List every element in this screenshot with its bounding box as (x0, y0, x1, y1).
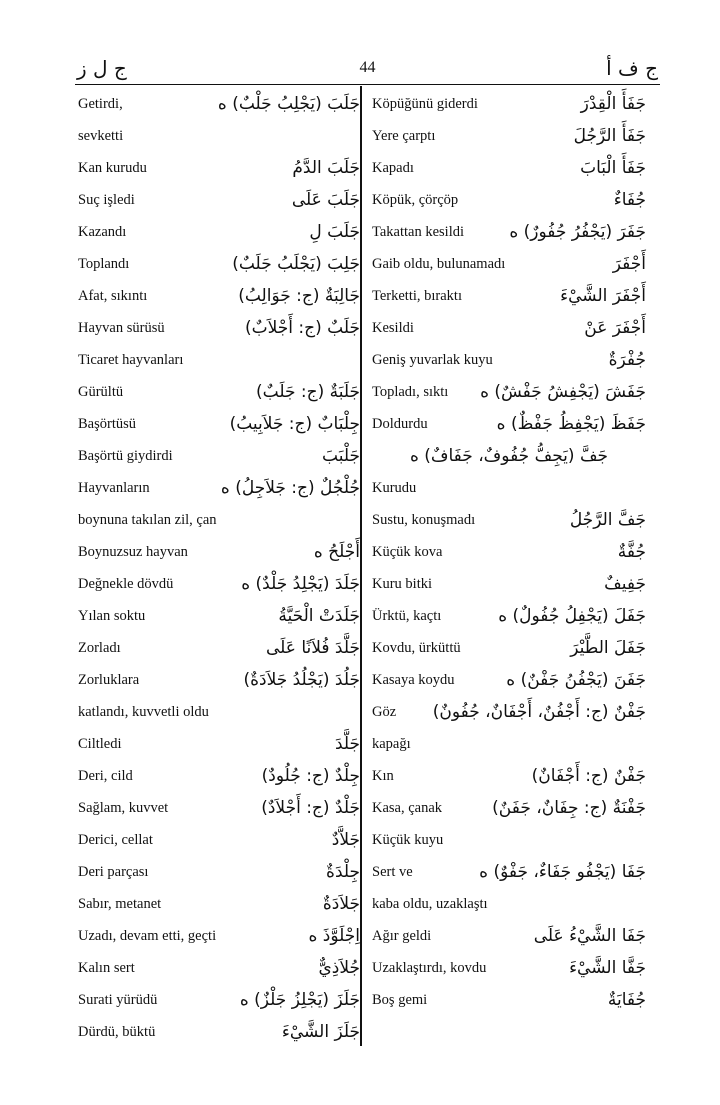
dictionary-entry (78, 280, 360, 312)
turkish-meaning: Kesildi (372, 319, 414, 336)
turkish-meaning: Suç işledi (78, 191, 135, 208)
turkish-meaning: Kurudu (372, 479, 417, 496)
arabic-headword: جَفَظَ (يَجْفِظُ جَفْظٌ) ه (496, 414, 646, 434)
dictionary-entry (78, 664, 360, 696)
turkish-meaning: Hayvanların (78, 479, 150, 496)
arabic-headword: جَالِبَةٌ (ج: جَوَالِبُ) (238, 286, 360, 306)
turkish-meaning: Afat, sıkıntı (78, 287, 148, 304)
dictionary-entry (372, 952, 646, 984)
arabic-headword: جَفَّا الشَّيْءَ (569, 958, 646, 978)
turkish-meaning: Zorluklara (78, 671, 140, 688)
dictionary-entry (372, 920, 646, 952)
column-divider (360, 86, 362, 1046)
dictionary-entry (372, 728, 646, 760)
dictionary-entry (78, 248, 360, 280)
arabic-headword: جَفَلَ الطَّيْرَ (570, 638, 646, 658)
dictionary-entry (78, 440, 360, 472)
arabic-headword: جَفَا (يَجْفُو جَفَاءٌ، جَفْوٌ) ه (479, 862, 646, 882)
dictionary-entry (372, 184, 646, 216)
arabic-headword: أَجْفَرَ (612, 254, 646, 274)
dictionary-entry (78, 760, 360, 792)
arabic-headword: جُلْجُلٌ (ج: جَلاَجِلُ) ه (220, 478, 360, 498)
header-right-letters: ج ف أ (606, 56, 658, 80)
dictionary-entry (78, 728, 360, 760)
arabic-headword: اِجْلَوَّذَ ه (308, 926, 360, 946)
arabic-headword: جَلَزَ الشَّيْءَ (281, 1022, 360, 1042)
turkish-meaning: Terketti, bıraktı (372, 287, 462, 304)
left-column (78, 88, 360, 1048)
dictionary-entry (78, 568, 360, 600)
dictionary-entry (78, 120, 360, 152)
arabic-headword: جَلاَدَةٌ (322, 894, 360, 914)
dictionary-entry (78, 184, 360, 216)
arabic-headword: جُفْرَةٌ (608, 350, 646, 370)
dictionary-entry (372, 536, 646, 568)
dictionary-entry (78, 792, 360, 824)
turkish-meaning: Hayvan sürüsü (78, 319, 165, 336)
dictionary-entry (78, 376, 360, 408)
arabic-headword: جُفَّةٌ (617, 542, 646, 562)
turkish-meaning: Kasa, çanak (372, 799, 443, 816)
turkish-meaning: Kovdu, ürküttü (372, 639, 461, 656)
turkish-meaning: Sert ve (372, 863, 413, 880)
dictionary-entry (78, 152, 360, 184)
arabic-headword: جَلَزَ (يَجْلِزُ جَلْزٌ) ه (239, 990, 360, 1010)
dictionary-entry (372, 280, 646, 312)
arabic-headword: جَلَّدَ (334, 734, 360, 754)
turkish-meaning: Yılan soktu (78, 607, 146, 624)
dictionary-entry (372, 760, 646, 792)
dictionary-entry (78, 344, 360, 376)
arabic-headword: جَفَّ (يَجِفُّ جُفُوفٌ، جَفَافٌ) ه (409, 446, 609, 466)
dictionary-entry (78, 504, 360, 536)
turkish-meaning: Başörtüsü (78, 415, 136, 432)
turkish-meaning: Kazandı (78, 223, 127, 240)
arabic-headword: جَلَبَ عَلَى (291, 190, 360, 210)
page-header (75, 56, 660, 85)
dictionary-entry (78, 472, 360, 504)
dictionary-entry (78, 696, 360, 728)
arabic-headword: جُلاَذِيٌّ (318, 958, 360, 978)
dictionary-entry (78, 632, 360, 664)
arabic-headword: جَفَشَ (يَجْفِشُ جَفْشٌ) ه (480, 382, 646, 402)
dictionary-entry (372, 472, 646, 504)
arabic-headword: جَلاَّدٌ (331, 830, 360, 850)
arabic-headword: جَفَأَ الرَّجُلَ (573, 126, 646, 146)
turkish-meaning: Küçük kuyu (372, 831, 444, 848)
dictionary-entry (372, 824, 646, 856)
dictionary-entry (78, 888, 360, 920)
arabic-headword: جَلَبَ الدَّمُ (292, 158, 360, 178)
turkish-meaning: Uzaklaştırdı, kovdu (372, 959, 487, 976)
turkish-meaning: Zorladı (78, 639, 121, 656)
turkish-meaning: Ticaret hayvanları (78, 351, 184, 368)
arabic-headword: أَجْفَرَ الشَّيْءَ (560, 286, 646, 306)
turkish-meaning: Küçük kova (372, 543, 443, 560)
turkish-meaning: Boynuzsuz hayvan (78, 543, 188, 560)
dictionary-entry (372, 88, 646, 120)
turkish-meaning: Sustu, konuşmadı (372, 511, 476, 528)
turkish-meaning: Topladı, sıktı (372, 383, 449, 400)
turkish-meaning: Ağır geldi (372, 927, 432, 944)
turkish-meaning: Köpüğünü giderdi (372, 95, 478, 112)
turkish-meaning: Sabır, metanet (78, 895, 162, 912)
dictionary-entry (78, 824, 360, 856)
arabic-headword: جُفَايَةٌ (607, 990, 646, 1010)
turkish-meaning: Doldurdu (372, 415, 428, 432)
dictionary-entry (78, 952, 360, 984)
turkish-meaning: Kasaya koydu (372, 671, 455, 688)
turkish-meaning: Surati yürüdü (78, 991, 158, 1008)
dictionary-entry (78, 312, 360, 344)
dictionary-entry (78, 600, 360, 632)
dictionary-entry (372, 312, 646, 344)
arabic-headword: جَلْدٌ (ج: أَجْلاَدٌ) (261, 798, 360, 818)
arabic-headword: جِلْبَابٌ (ج: جَلاَبِيبُ) (229, 414, 360, 434)
right-column (372, 88, 646, 1016)
arabic-headword: جَلِبَ (يَجْلَبُ جَلَبٌ) (232, 254, 360, 274)
turkish-meaning: kapağı (372, 735, 411, 752)
turkish-meaning: Getirdi, (78, 95, 123, 112)
turkish-meaning: Ciltledi (78, 735, 122, 752)
dictionary-entry (372, 568, 646, 600)
arabic-headword: جَلَّدَ فُلاَنًا عَلَى (266, 638, 360, 658)
arabic-headword: جَفَأَ الْبَابَ (580, 158, 646, 178)
turkish-meaning: Gürültü (78, 383, 124, 400)
turkish-meaning: Yere çarptı (372, 127, 436, 144)
dictionary-entry (372, 376, 646, 408)
dictionary-entry (372, 984, 646, 1016)
turkish-meaning: Köpük, çörçöp (372, 191, 459, 208)
arabic-headword: جَلْبَبَ (322, 446, 360, 466)
turkish-meaning: Boş gemi (372, 991, 428, 1008)
turkish-meaning: boynuna takılan zil, çan (78, 511, 217, 528)
turkish-meaning: kaba oldu, uzaklaştı (372, 895, 488, 912)
dictionary-entry (372, 216, 646, 248)
dictionary-entry (372, 440, 646, 472)
dictionary-entry (372, 888, 646, 920)
arabic-headword: جَلَبَةٌ (ج: جَلَبٌ) (256, 382, 360, 402)
arabic-headword: جَلَبٌ (ج: أَجْلاَبٌ) (245, 318, 360, 338)
turkish-meaning: Geniş yuvarlak kuyu (372, 351, 493, 368)
turkish-meaning: Başörtü giydirdi (78, 447, 173, 464)
dictionary-entry (78, 920, 360, 952)
turkish-meaning: Uzadı, devam etti, geçti (78, 927, 217, 944)
arabic-headword: جَفْنَةٌ (ج: جِفَانٌ، جَفَنٌ) (492, 798, 646, 818)
dictionary-entry (78, 216, 360, 248)
dictionary-entry (372, 664, 646, 696)
dictionary-entry (78, 536, 360, 568)
arabic-headword: جُفَاءٌ (613, 190, 646, 210)
dictionary-entry (372, 792, 646, 824)
arabic-headword: جَفِيفٌ (604, 574, 646, 594)
arabic-headword: جَفَنَ (يَجْفُنُ جَفْنٌ) ه (506, 670, 646, 690)
dictionary-entry (372, 248, 646, 280)
turkish-meaning: Takattan kesildi (372, 223, 464, 240)
arabic-headword: جِلْدَةٌ (326, 862, 360, 882)
arabic-headword: جَلَدَتْ الْحَيَّةُ (278, 606, 360, 626)
turkish-meaning: Sağlam, kuvvet (78, 799, 169, 816)
arabic-headword: جَلُدَ (يَجْلُدُ جَلاَدَةٌ) (243, 670, 360, 690)
arabic-headword: أَجْلَحُ ه (313, 542, 360, 562)
dictionary-entry (372, 120, 646, 152)
dictionary-entry (78, 88, 360, 120)
arabic-headword: جَفَأَ الْقِدْرَ (580, 94, 646, 114)
dictionary-entry (372, 504, 646, 536)
turkish-meaning: Ürktü, kaçtı (372, 607, 442, 624)
arabic-headword: جِلْدٌ (ج: جُلُودٌ) (261, 766, 360, 786)
dictionary-entry (78, 408, 360, 440)
dictionary-entry (372, 696, 646, 728)
turkish-meaning: Kın (372, 767, 394, 784)
turkish-meaning: Toplandı (78, 255, 130, 272)
dictionary-entry (78, 984, 360, 1016)
arabic-headword: جَفَرَ (يَجْفُرُ جُفُورٌ) ه (509, 222, 646, 242)
dictionary-entry (372, 632, 646, 664)
arabic-headword: جَفَلَ (يَجْفِلُ جُفُولٌ) ه (498, 606, 646, 626)
dictionary-entry (78, 856, 360, 888)
arabic-headword: جَفْنٌ (ج: أَجْفُنٌ، أَجْفَانٌ، جُفُونٌ) (432, 702, 646, 722)
turkish-meaning: Kuru bitki (372, 575, 433, 592)
turkish-meaning: Deri, cild (78, 767, 133, 784)
turkish-meaning: katlandı, kuvvetli oldu (78, 703, 209, 720)
dictionary-entry (372, 600, 646, 632)
arabic-headword: أَجْفَرَ عَنْ (584, 318, 646, 338)
arabic-headword: جَلَبَ (يَجْلِبُ جَلْبٌ) ه (217, 94, 360, 114)
dictionary-entry (372, 856, 646, 888)
turkish-meaning: Kan kurudu (78, 159, 147, 176)
dictionary-entry (78, 1016, 360, 1048)
turkish-meaning: Kapadı (372, 159, 414, 176)
turkish-meaning: Kalın sert (78, 959, 135, 976)
page-number: 44 (359, 59, 376, 76)
turkish-meaning: Deri parçası (78, 863, 149, 880)
turkish-meaning: Derici, cellat (78, 831, 153, 848)
turkish-meaning: sevketti (78, 127, 124, 144)
turkish-meaning: Göz (372, 703, 397, 720)
arabic-headword: جَفَّ الرَّجُلُ (569, 510, 646, 530)
arabic-headword: جَلَبَ لِ (309, 222, 360, 242)
dictionary-entry (372, 408, 646, 440)
arabic-headword: جَفْنٌ (ج: أَجْفَانٌ) (531, 766, 646, 786)
dictionary-entry (372, 344, 646, 376)
header-left-letters: ج ل ز (77, 56, 127, 80)
turkish-meaning: Dürdü, büktü (78, 1023, 156, 1040)
turkish-meaning: Değnekle dövdü (78, 575, 174, 592)
arabic-headword: جَلَدَ (يَجْلِدُ جَلْدٌ) ه (241, 574, 360, 594)
turkish-meaning: Gaib oldu, bulunamadı (372, 255, 506, 272)
arabic-headword: جَفَا الشَّيْءُ عَلَى (533, 926, 646, 946)
dictionary-entry (372, 152, 646, 184)
